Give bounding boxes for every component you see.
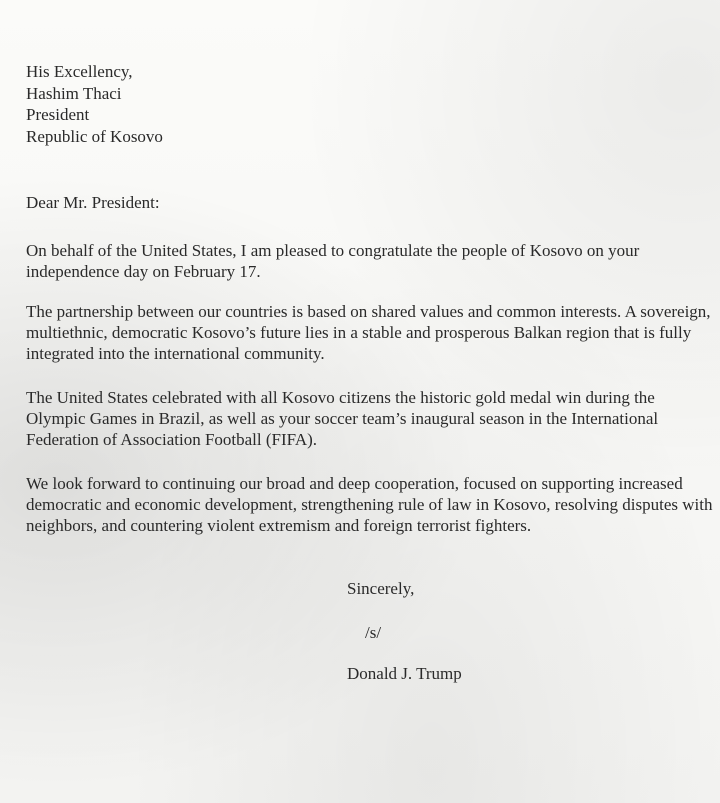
recipient-country: Republic of Kosovo [26, 126, 163, 146]
recipient-honorific: His Excellency, [26, 62, 133, 81]
recipient-name: Hashim Thaci [26, 83, 122, 103]
recipient-title: President [26, 105, 90, 124]
body-paragraph-1: On behalf of the United States, I am pleased to congratulate the people of Kosovo on your independence day on February 17. [26, 241, 640, 281]
signer-name: Donald J. Trump [347, 664, 462, 683]
salutation: Dear Mr. President: [26, 193, 160, 212]
body-paragraph-4: We look forward to continuing our broad and deep cooperation, focused on supporting increased democratic and economic development, strengthening rule of law in Kosovo, resolving disputes with neighbors, and countering violent extremism and foreign terrorist fighters. [26, 474, 713, 535]
body-paragraph-2: The partnership between our countries is based on shared values and common interests. A sovereign, multiethnic, democratic Kosovo’s future lies in a stable and prosperous Balkan region that is fully integrated into the international community. [26, 302, 711, 363]
signature-mark: /s/ [365, 623, 382, 642]
body-paragraph-3: The United States celebrated with all Kosovo citizens the historic gold medal win during the Olympic Games in Brazil, as well as your soccer team’s inaugural season in the International Federation of Association Football (FIFA). [26, 388, 659, 449]
closing: Sincerely, [347, 579, 415, 598]
recipient-address [26, 61, 163, 147]
